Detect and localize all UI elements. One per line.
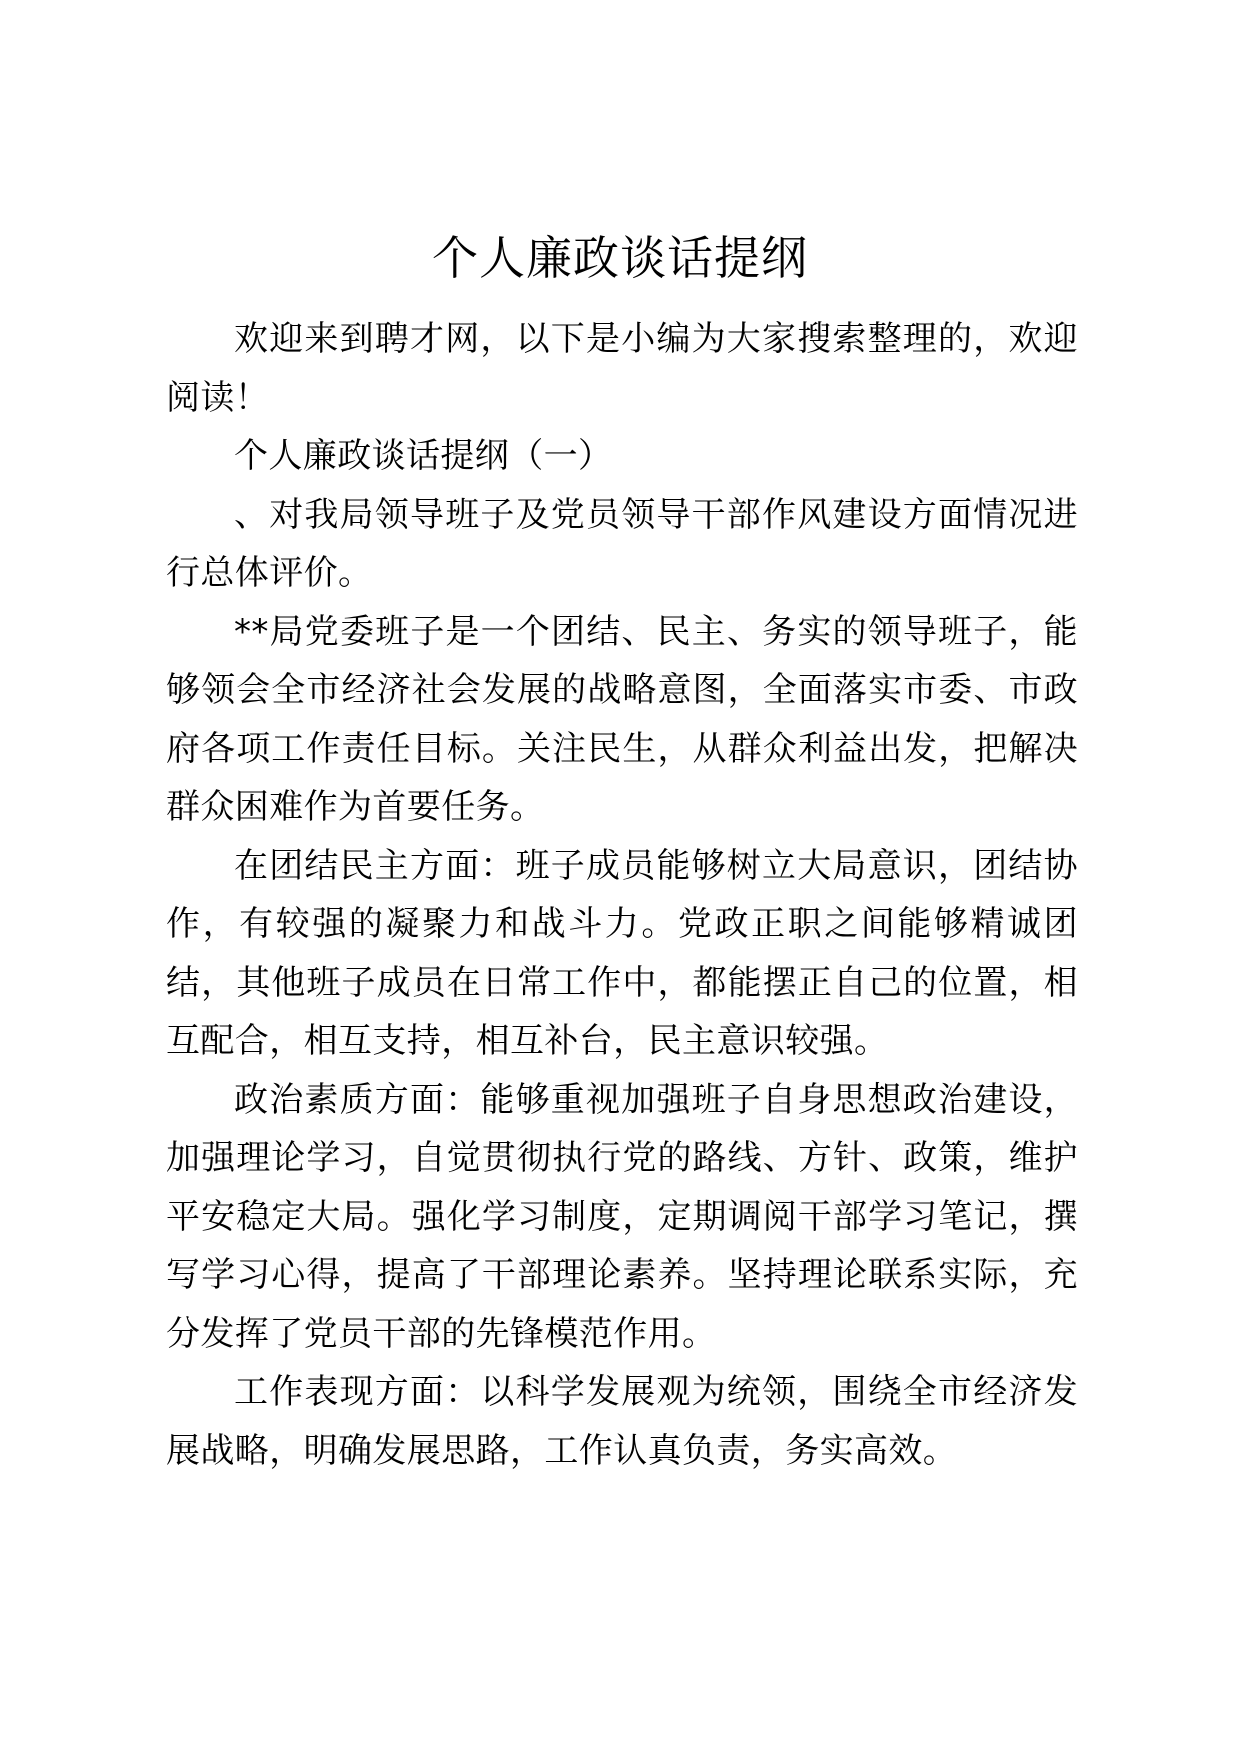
document-title: 个人廉政谈话提纲 (432, 231, 808, 285)
section-heading: 个人廉政谈话提纲（一） (234, 436, 613, 476)
document-body (166, 310, 1078, 1480)
work-performance-paragraph: 工作表现方面：以科学发展观为统领，围绕全市经济发展战略，明确发展思路，工作认真负责，务实高效。 (166, 1372, 1078, 1471)
evaluation-item-paragraph: 、对我局领导班子及党员领导干部作风建设方面情况进行总体评价。 (166, 494, 1078, 593)
overview-paragraph: **局党委班子是一个团结、民主、务实的领导班子，能够领会全市经济社会发展的战略意图，全面落实市委、市政府各项工作责任目标。关注民生，从群众利益出发，把解决群众困难作为首要任务。 (166, 611, 1078, 827)
unity-democracy-paragraph: 在团结民主方面：班子成员能够树立大局意识，团结协作，有较强的凝聚力和战斗力。党政正职之间能够精诚团结，其他班子成员在日常工作中，都能摆正自己的位置，相互配合，相互支持，相互补台，民主意识较强。 (166, 845, 1078, 1061)
political-quality-paragraph: 政治素质方面：能够重视加强班子自身思想政治建设，加强理论学习，自觉贯彻执行党的路线、方针、政策，维护平安稳定大局。强化学习制度，定期调阅干部学习笔记，撰写学习心得，提高了干部理论素养。坚持理论联系实际，充分发挥了党员干部的先锋模范作用。 (166, 1079, 1078, 1354)
intro-paragraph: 欢迎来到聘才网，以下是小编为大家搜索整理的，欢迎阅读！ (166, 319, 1078, 418)
